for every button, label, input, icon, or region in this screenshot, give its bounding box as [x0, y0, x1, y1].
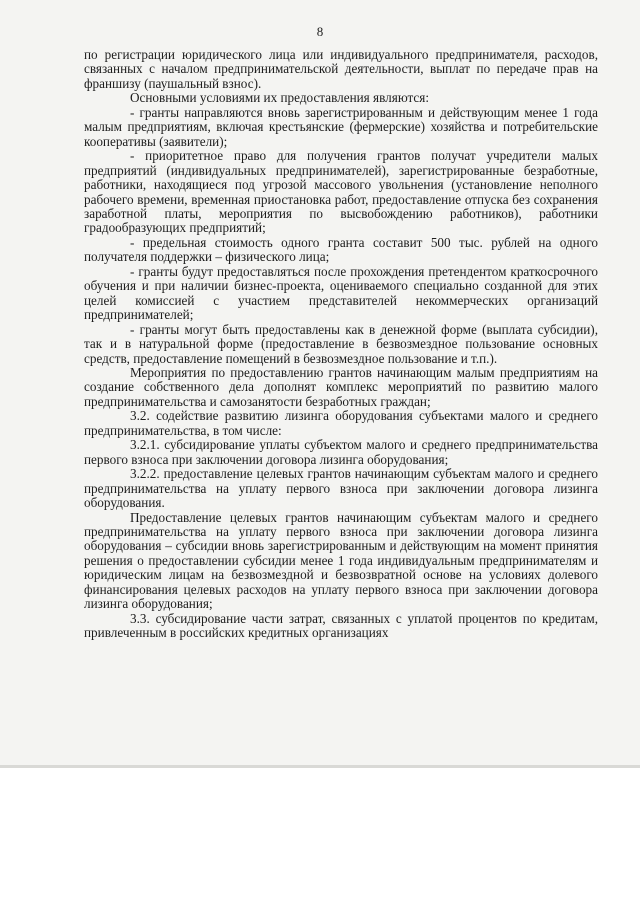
paragraph: Основными условиями их предоставления являются:: [130, 90, 429, 106]
paragraph-list-item: - гранты могут быть предоставлены как в денежной форме (выплата субсидии), так и в натуральной форме (предоставление в безвозмездное пользование основных средств, предоставление помещений в безвозмездное пользование и т.п.).: [84, 321, 598, 366]
paragraph-list-item: - гранты будут предоставляться после прохождения претендентом краткосрочного обучения и при наличии бизнес-проекта, оцениваемого специально созданной для этих целей комиссией с участием представителей некоммерческих организаций предпринимателей;: [84, 263, 598, 323]
section-paragraph: 3.2. содействие развитию лизинга оборудования субъектами малого и среднего предпринимательства, в том числе:: [84, 408, 598, 438]
paragraph-list-item: - гранты направляются вновь зарегистрированным и действующим менее 1 года малым предприятиям, включая крестьянские (фермерские) хозяйства и потребительские кооперативы (заявители);: [84, 104, 598, 149]
section-paragraph: 3.3. субсидирование части затрат, связанных с уплатой процентов по кредитам, привлеченным в российских кредитных организациях: [84, 610, 598, 641]
paragraph: Мероприятия по предоставлению грантов начинающим малым предприятиям на создание собственного дела дополнят комплекс мероприятий по развитию малого предпринимательства и самозанятости безработных граждан;: [84, 364, 598, 409]
paragraph-list-item: - предельная стоимость одного гранта составит 500 тыс. рублей на одного получателя поддержки – физического лица;: [84, 234, 598, 265]
document-body: [84, 48, 598, 641]
subsection-paragraph: 3.2.2. предоставление целевых грантов начинающим субъектам малого и среднего предпринимательства на уплату первого взноса при заключении договора лизинга оборудования.: [84, 466, 598, 511]
page-number: 8: [316, 24, 324, 39]
paragraph-list-item: - приоритетное право для получения грантов получат учредители малых предприятий (индивидуальных предпринимателей), зарегистрированные безработные, работники, находящиеся под угрозой массового увольнения (установление неполного рабочего времени, временная приостановка работ, предоставление отпуска без сохранения заработной платы, мероприятия по высвобождению работников), работники градообразующих предприятий;: [84, 148, 598, 236]
subsection-paragraph: 3.2.1. субсидирование уплаты субъектом малого и среднего предпринимательства первого взноса при заключении договора лизинга оборудования;: [84, 437, 598, 467]
scan-bottom-edge: [0, 765, 640, 768]
paragraph: по регистрации юридического лица или индивидуального предпринимателя, расходов, связанных с началом предпринимательской деятельности, выплат по передаче прав на франшизу (паушальный взнос).: [84, 47, 598, 91]
paragraph: Предоставление целевых грантов начинающим субъектам малого и среднего предпринимательства на уплату первого взноса при заключении договора лизинга оборудования – субсидии вновь зарегистрированным и действующим на момент принятия решения о предоставлении субсидии менее 1 года индивидуальным предпринимателям и юридическим лицам на безвозмездной и безвозвратной основе на условиях долевого финансирования целевых расходов на уплату первого взноса при заключении договора лизинга оборудования;: [84, 509, 598, 612]
